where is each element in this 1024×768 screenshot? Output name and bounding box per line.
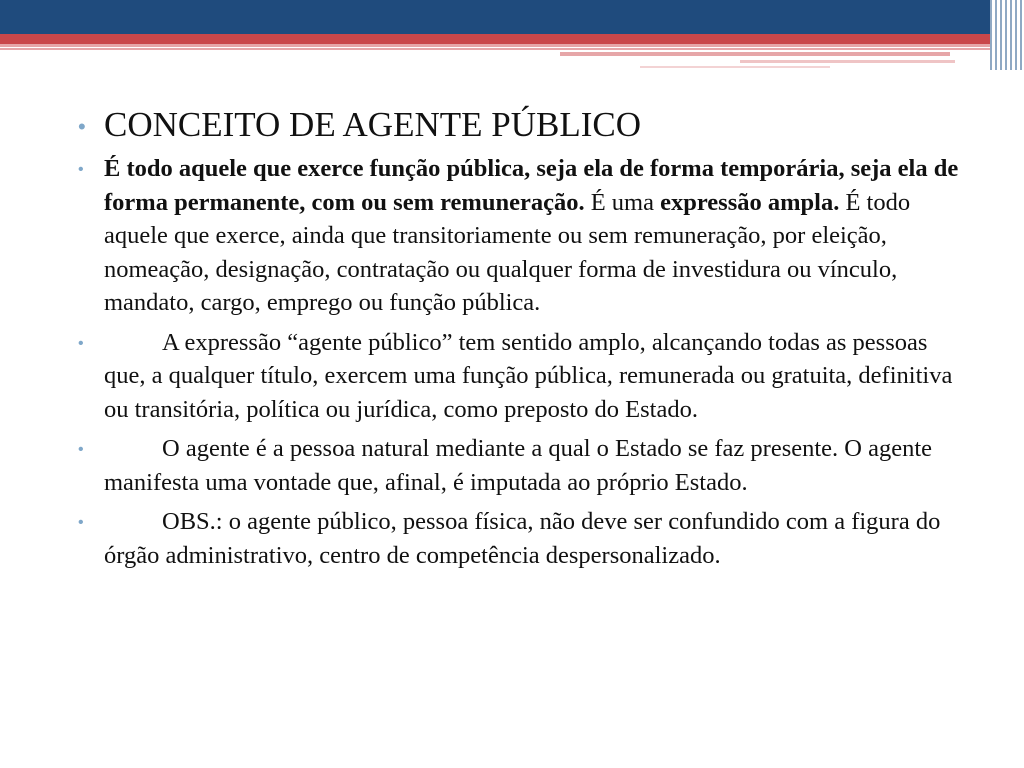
definition-item [72,152,962,320]
header-decoration [0,0,1024,72]
header-pink-stripe [560,52,950,56]
bullet-icon: • [78,441,84,458]
paragraph-item-3 [72,432,962,499]
bullet-icon: • [78,514,84,531]
definition-normal-2: É todo aquele que exerce, ainda que transitoriamente ou sem remuneração, por eleição, nomeação, designação, contratação ou qualquer forma de investidura ou vínculo, mandato, cargo, emprego ou função pública. [104,188,911,316]
paragraph-3-text: O agente é a pessoa natural mediante a qual o Estado se faz presente. O agente manifesta uma vontade que, afinal, é imputada ao próprio Estado. [104,435,933,496]
header-white-line [0,47,1024,48]
paragraph-item-4 [72,505,962,572]
definition-bold-2: expressão ampla. [660,188,840,216]
paragraph-2-text: A expressão “agente público” tem sentido amplo, alcançando todas as pessoas que, a qualquer título, exercem uma função pública, remunerada ou gratuita, definitiva ou transitória, política ou jurídica, como preposto do Estado. [104,328,953,423]
header-red-band [0,34,1024,44]
header-vertical-stripes [990,0,1024,70]
header-pink-stripe-short [740,60,955,63]
title-item [72,104,962,146]
paragraph-item-2 [72,326,962,427]
header-pink-stripe-thin [640,66,830,68]
header-blue-band [0,0,1024,34]
slide-title: CONCEITO DE AGENTE PÚBLICO [104,105,641,144]
slide-content [72,104,962,578]
bullet-icon: • [78,114,86,139]
bullet-icon: • [78,161,84,178]
definition-bold-1: É todo aquele que exerce função pública, seja ela de forma temporária, seja ela de forma permanente, com ou sem remuneração. [104,155,959,216]
definition-normal-1: É uma [584,188,661,216]
paragraph-4-text: OBS.: o agente público, pessoa física, não deve ser confundido com a figura do órgão administrativo, centro de competência despersonalizado. [104,508,941,569]
bullet-icon: • [78,334,84,352]
